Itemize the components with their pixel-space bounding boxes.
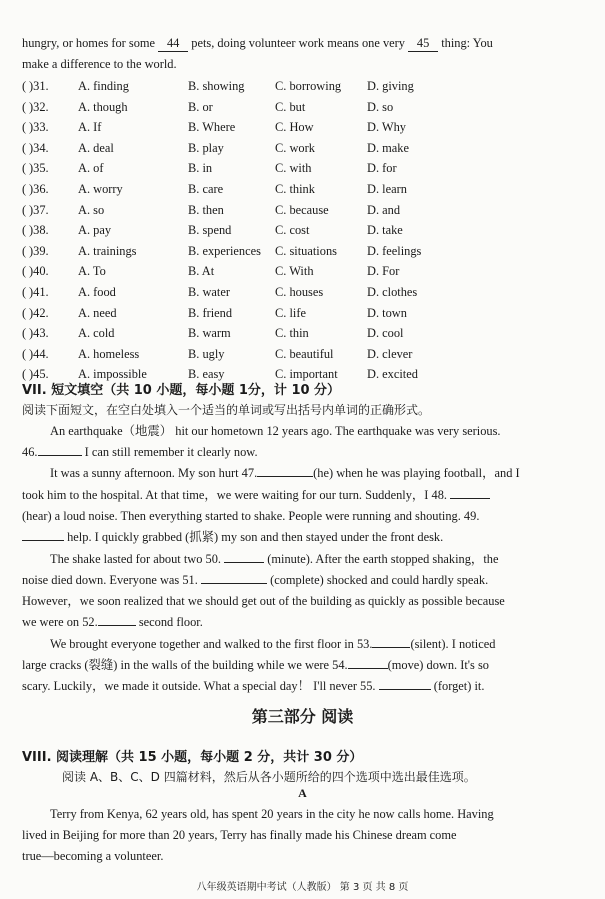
option-d: D. for	[367, 161, 397, 176]
option-c: C. life	[275, 305, 306, 320]
p4-line-1-text: (silent). I noticed	[410, 637, 496, 651]
q55-label: scary. Luckily，we made it outside. What a special day！ I'll never 55.	[22, 679, 376, 693]
section-8-instruction: 阅读 A、B、C、D 四篇材料，然后从各小题所给的四个选项中选出最佳选项。	[62, 770, 476, 784]
option-d: D. so	[367, 99, 394, 114]
passage-line-3: true—becoming a volunteer.	[22, 849, 164, 863]
option-d: D. take	[367, 223, 403, 238]
p1-line-1: An earthquake（地震） hit our hometown 12 years ago. The earthquake was very serious.	[50, 424, 501, 438]
blank-44: 44	[158, 35, 188, 52]
p3-line-2-text: (complete) shocked and could hardly speak.	[270, 573, 489, 587]
answer-paren[interactable]: (	[22, 264, 27, 279]
q54-label: large cracks (裂缝) in the walls of the building while we were 54.	[22, 658, 348, 672]
question-number: )43.	[29, 326, 49, 341]
option-c: C. think	[275, 182, 315, 196]
section-7-instruction: 阅读下面短文，在空白处填入一个适当的单词或写出括号内单词的正确形式。	[22, 403, 431, 417]
option-a: A. deal	[78, 140, 114, 155]
answer-paren[interactable]: (	[22, 285, 27, 299]
p2-line-1	[50, 465, 575, 481]
p3-line-4-text: second floor.	[138, 615, 203, 629]
q46-label: 46.	[22, 445, 38, 459]
option-d: D. make	[367, 140, 409, 155]
answer-paren[interactable]: (	[22, 182, 27, 196]
option-c: C. important	[275, 367, 338, 382]
q51-blank[interactable]	[201, 583, 267, 584]
option-a: A. trainings	[78, 243, 137, 258]
q47-label: It was a sunny afternoon. My son hurt 47.	[50, 466, 258, 480]
question-number: )38.	[29, 223, 49, 238]
answer-paren[interactable]: (	[22, 202, 27, 217]
p3-line-1	[50, 551, 575, 567]
answer-paren[interactable]: (	[22, 79, 27, 93]
intro-text-c: thing: You	[441, 36, 493, 50]
blank-45: 45	[408, 35, 438, 52]
section-7-heading: VII. 短文填空（共 10 小题，每小题 1分，计 10 分）	[22, 383, 341, 398]
option-a: A. of	[78, 161, 104, 176]
question-number: )34.	[29, 140, 49, 155]
option-b: B. in	[188, 161, 213, 176]
option-d: D. clever	[367, 346, 413, 361]
option-d: D. clothes	[367, 285, 418, 299]
p4-line-2-text: (move) down. It's so	[387, 658, 489, 672]
option-b: B. water	[188, 285, 230, 299]
question-number: )36.	[29, 182, 49, 196]
option-b: B. showing	[188, 79, 245, 93]
question-number: )45.	[29, 367, 49, 382]
p4-line-2	[22, 657, 575, 673]
option-d: D. giving	[367, 79, 414, 93]
option-a: A. need	[78, 305, 117, 320]
option-a: A. cold	[78, 326, 115, 341]
option-a: A. worry	[78, 182, 123, 196]
option-b: B. friend	[188, 305, 233, 320]
question-number: )40.	[29, 264, 49, 279]
q54-blank[interactable]	[348, 668, 388, 669]
option-b: B. At	[188, 264, 215, 279]
question-number: )35.	[29, 161, 49, 176]
option-c: C. because	[275, 202, 329, 217]
p2-line-3: (hear) a loud noise. Then everything started to shake. People were running and shouting. 49.	[22, 509, 480, 523]
option-c: C. thin	[275, 326, 309, 341]
p3-line-2	[22, 572, 575, 588]
option-a: A. so	[78, 202, 105, 217]
p1-line-2	[22, 444, 575, 460]
option-a: A. food	[78, 285, 116, 299]
p4-line-1	[50, 636, 575, 652]
question-number: )33.	[29, 120, 49, 135]
answer-paren[interactable]: (	[22, 346, 27, 361]
part-3-title: 第三部分 阅读	[251, 707, 354, 726]
intro-text-b: pets, doing volunteer work means one very	[191, 36, 405, 50]
answer-paren[interactable]: (	[22, 223, 27, 238]
question-number: )41.	[29, 285, 49, 299]
intro-line-1	[22, 35, 575, 52]
p4-line-3-text: (forget) it.	[433, 679, 485, 693]
question-number: )37.	[29, 202, 49, 217]
p3-line-3: However，we soon realized that we should get out of the building as quickly as possible because	[22, 594, 505, 608]
answer-paren[interactable]: (	[22, 140, 27, 155]
option-b: B. ugly	[188, 346, 225, 361]
question-number: )42.	[29, 305, 49, 320]
answer-paren[interactable]: (	[22, 367, 27, 382]
option-d: D. learn	[367, 182, 407, 196]
p2-line-1-text: (he) when he was playing football，and I	[313, 466, 520, 480]
option-c: C. houses	[275, 285, 324, 299]
intro-text-a: hungry, or homes for some	[22, 36, 156, 50]
q48-label: took him to the hospital. At that time，we were waiting for our turn. Suddenly，I 48.	[22, 488, 448, 502]
option-c: C. but	[275, 99, 306, 114]
p2-line-4	[22, 529, 575, 545]
option-b: B. experiences	[188, 243, 261, 258]
option-a: A. impossible	[78, 367, 147, 382]
option-c: C. borrowing	[275, 79, 342, 93]
passage-line-2: lived in Beijing for more than 20 years, Terry has finally made his Chinese dream come	[22, 828, 457, 842]
section-8-heading: VIII. 阅读理解（共 15 小题，每小题 2 分，共计 30 分）	[22, 750, 363, 765]
question-number: )39.	[29, 243, 49, 258]
answer-paren[interactable]: (	[22, 161, 27, 176]
q51-label: noise died down. Everyone was 51.	[22, 573, 198, 587]
answer-paren[interactable]: (	[22, 243, 27, 258]
q52-label: we were on 52.	[22, 615, 98, 629]
option-a: A. To	[78, 264, 106, 279]
passage-letter: A	[298, 786, 307, 800]
option-c: C. work	[275, 140, 315, 155]
option-c: C. With	[275, 264, 314, 279]
p1-line-2-text: I can still remember it clearly now.	[84, 445, 258, 459]
page-footer: 八年级英语期中考试（人教版） 第 3 页 共 8 页	[196, 882, 409, 893]
p3-line-1-text: (minute). After the earth stopped shaking，the	[267, 552, 499, 566]
option-d: D. and	[367, 202, 401, 217]
answer-paren[interactable]: (	[22, 326, 27, 341]
option-c: C. How	[275, 120, 314, 135]
q49-blank[interactable]	[22, 540, 64, 541]
option-b: B. easy	[188, 367, 225, 382]
option-b: B. or	[188, 99, 213, 114]
q53-blank[interactable]	[372, 647, 410, 648]
option-c: C. cost	[275, 223, 310, 238]
answer-paren[interactable]: (	[22, 305, 27, 320]
p3-line-4	[22, 614, 575, 630]
option-a: A. homeless	[78, 346, 140, 361]
option-d: D. For	[367, 264, 400, 279]
p4-line-3	[22, 678, 575, 694]
option-a: A. finding	[78, 79, 129, 93]
option-c: C. beautiful	[275, 346, 334, 361]
intro-line-2: make a difference to the world.	[22, 57, 177, 71]
p2-line-4-text: help. I quickly grabbed (抓紧) my son and then stayed under the front desk.	[67, 530, 444, 544]
answer-paren[interactable]: (	[22, 99, 27, 114]
answer-paren[interactable]: (	[22, 120, 27, 135]
q50-blank[interactable]	[224, 562, 264, 563]
q50-label: The shake lasted for about two 50.	[50, 552, 222, 566]
option-a: A. pay	[78, 223, 112, 238]
q52-blank[interactable]	[98, 625, 136, 626]
option-b: B. warm	[188, 326, 231, 341]
option-d: D. excited	[367, 367, 418, 382]
q53-label: We brought everyone together and walked to the first floor in 53.	[50, 637, 373, 651]
option-b: B. play	[188, 140, 224, 155]
q48-blank[interactable]	[450, 498, 490, 499]
option-d: D. cool	[367, 326, 404, 341]
option-a: A. though	[78, 99, 128, 114]
option-b: B. Where	[188, 120, 236, 135]
option-c: C. situations	[275, 243, 337, 258]
q47-blank[interactable]	[257, 476, 313, 477]
option-c: C. with	[275, 161, 312, 176]
option-d: D. town	[367, 305, 407, 320]
p2-line-2	[22, 487, 575, 503]
option-b: B. care	[188, 182, 224, 196]
option-b: B. spend	[188, 223, 232, 238]
option-d: D. Why	[367, 120, 407, 135]
question-number: )32.	[29, 99, 49, 114]
passage-line-1: Terry from Kenya, 62 years old, has spent 20 years in the city he now calls home. Having	[50, 807, 494, 821]
option-b: B. then	[188, 202, 224, 217]
question-number: )44.	[29, 346, 49, 361]
option-a: A. If	[78, 120, 102, 135]
option-d: D. feelings	[367, 243, 422, 258]
question-number: )31.	[29, 79, 49, 93]
q46-blank[interactable]	[38, 455, 82, 456]
q55-blank[interactable]	[379, 689, 431, 690]
